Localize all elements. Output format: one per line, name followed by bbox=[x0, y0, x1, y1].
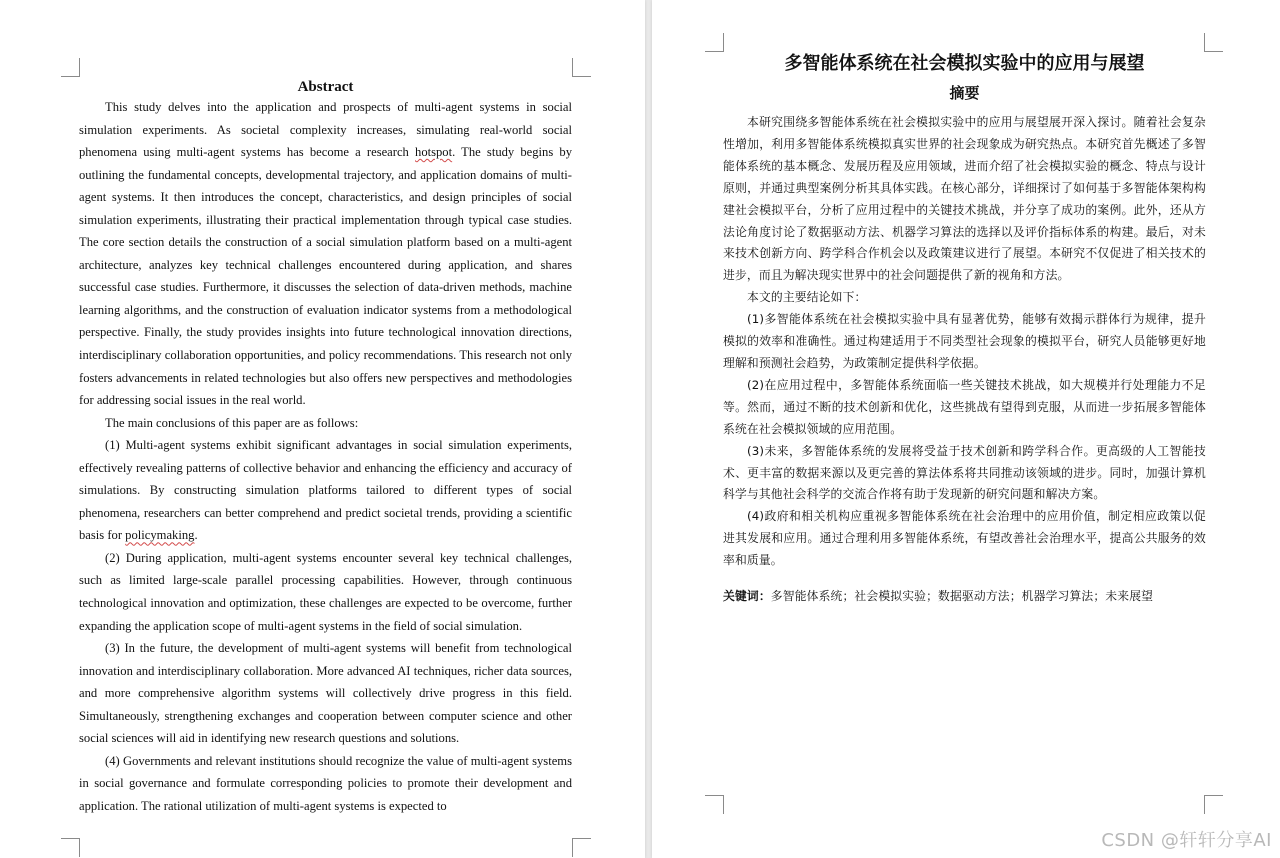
paragraph-text: (2) During application, multi-agent systems encounter several key technical challenges, such as limited large-scale parallel processing capabilities. However, through continuous technological innovation and optimization, these challenges are expected to be overcome, further expanding the application scope of multi-agent systems in the field of social simulation. bbox=[79, 550, 572, 633]
english-abstract bbox=[79, 78, 572, 818]
crop-mark-top-right bbox=[572, 58, 591, 77]
paragraph-text: . The study begins by outlining the fundamental concepts, developmental trajectory, and application domains of multi-agent systems. It then introduces the concept, characteristics, and design principles of social simulation experiments, illustrating their practical implementation through typical case studies. The core section details the construction of a social simulation platform based on a multi-agent architecture, analyzes key technical challenges encountered during application, and shares successful case studies. Furthermore, it discusses the selection of data-driven methods, machine learning algorithms, and the construction of evaluation indicator systems from a methodological perspective. Finally, the study provides insights into future technological innovation directions, interdisciplinary collaboration opportunities, and policy recommendations. This research not only fosters advancements in related technologies but also offers new perspectives and methodologies for addressing social issues in the real world. bbox=[79, 145, 572, 408]
paragraph-text: (1) Multi-agent systems exhibit significant advantages in social simulation experiments, effectively revealing patterns of collective behavior and enhancing the efficiency and accuracy of simulations. By constructing simulation platforms tailored to different types of social phenomena, researchers can better comprehend and predict societal trends, providing a scientific basis for bbox=[79, 438, 572, 543]
english-paragraph bbox=[79, 637, 572, 750]
crop-mark-top-left bbox=[705, 33, 724, 52]
chinese-paragraph: 本文的主要结论如下： bbox=[747, 290, 867, 305]
chinese-abstract-heading: 摘要 bbox=[949, 84, 980, 102]
keywords-text: 多智能体系统；社会模拟实验；数据驱动方法；机器学习算法；未来展望 bbox=[770, 589, 1154, 604]
crop-mark-top-right bbox=[1204, 33, 1223, 52]
english-abstract-title: Abstract bbox=[297, 79, 354, 95]
chinese-paragraph: (3)未来，多智能体系统的发展将受益于技术创新和跨学科合作。更高级的人工智能技术、更丰富的数据来源以及更完善的算法体系将共同推动该领域的进步。同时，加强计算机科学与其他社会科学的交流合作将有助于发现新的研究问题和解决方案。 bbox=[723, 443, 1206, 502]
english-paragraph bbox=[79, 750, 572, 818]
spellcheck-flagged-word[interactable]: hotspot bbox=[415, 145, 453, 160]
spellcheck-flagged-word[interactable]: policymaking bbox=[125, 528, 195, 543]
paragraph-text: . bbox=[194, 528, 198, 543]
chinese-paragraph: (1)多智能体系统在社会模拟实验中具有显著优势，能够有效揭示群体行为规律，提升模拟的效率和准确性。通过构建适用于不同类型社会现象的模拟平台，研究人员能够更好地理解和预测社会趋势，为政策制定提供科学依据。 bbox=[723, 312, 1206, 370]
chinese-abstract bbox=[723, 50, 1206, 608]
paragraph-text: (3) In the future, the development of multi-agent systems will benefit from technological innovation and interdisciplinary collaboration. More advanced AI techniques, richer data sources, and more comprehensive algorithm systems will collectively drive progress in this field. Simultaneously, strengthening exchanges and cooperation between computer science and other social sciences will aid in identifying new research questions and solutions. bbox=[79, 641, 572, 746]
english-paragraph bbox=[79, 412, 572, 435]
chinese-paragraph: 本研究围绕多智能体系统在社会模拟实验中的应用与展望展开深入探讨。随着社会复杂性增加，利用多智能体系统模拟真实世界的社会现象成为研究热点。本研究首先概述了多智能体系统的基本概念、发展历程及应用领域，进而介绍了社会模拟实验的概念、特点与设计原则，并通过典型案例分析其具体实践。在核心部分，详细探讨了如何基于多智能体架构构建社会模拟平台，分析了应用过程中的关键技术挑战，并分享了成功的案例。此外，还从方法论角度讨论了数据驱动方法、机器学习算法的选择以及评价指标体系的构建。最后，对未来技术创新方向、跨学科合作机会以及政策建议进行了展望。本研究不仅促进了相关技术的进步，而且为解决现实世界中的社会问题提供了新的视角和方法。 bbox=[723, 115, 1206, 283]
paragraph-text: (4) Governments and relevant institutions should recognize the value of multi-agent systems in social governance and formulate corresponding policies to promote their development and application. The rational utilization of multi-agent systems is expected to bbox=[79, 753, 572, 813]
crop-mark-top-left bbox=[61, 58, 80, 77]
paragraph-text: The main conclusions of this paper are as follows: bbox=[105, 415, 359, 430]
crop-mark-bottom-left bbox=[61, 838, 80, 857]
crop-mark-bottom-right bbox=[1204, 795, 1223, 814]
crop-mark-bottom-left bbox=[705, 795, 724, 814]
chinese-paragraph: (4)政府和相关机构应重视多智能体系统在社会治理中的应用价值，制定相应政策以促进其发展和应用。通过合理利用多智能体系统，有望改善社会治理水平，提高公共服务的效率和质量。 bbox=[723, 509, 1206, 568]
paragraph-text: This study delves into the application and prospects of multi-agent systems in social simulation experiments. As societal complexity increases, simulating real-world social phenomena using multi-agent systems has become a research bbox=[79, 100, 572, 160]
keywords-label: 关键词： bbox=[723, 589, 771, 604]
english-paragraph bbox=[79, 96, 572, 412]
english-paragraph bbox=[79, 434, 572, 547]
watermark: CSDN @轩轩分享AI bbox=[1101, 830, 1272, 851]
english-paragraph bbox=[79, 547, 572, 637]
keywords-line bbox=[723, 586, 1206, 608]
chinese-paragraph: (2)在应用过程中，多智能体系统面临一些关键技术挑战，如大规模并行处理能力不足等。然而，通过不断的技术创新和优化，这些挑战有望得到克服，从而进一步拓展多智能体系统在社会模拟领域的应用范围。 bbox=[723, 377, 1206, 436]
crop-mark-bottom-right bbox=[572, 838, 591, 857]
chinese-paper-title: 多智能体系统在社会模拟实验中的应用与展望 bbox=[784, 53, 1145, 74]
